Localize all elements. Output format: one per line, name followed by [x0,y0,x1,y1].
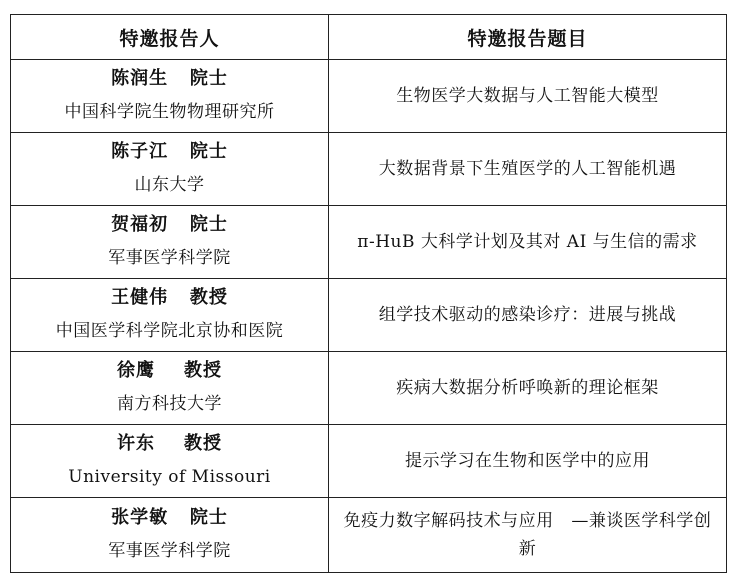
speaker-institution: 山东大学 [134,175,205,195]
speaker-name: 张学敏 院士 [111,507,228,528]
talk-topic: π-HuB 大科学计划及其对 AI 与生信的需求 [357,232,698,252]
speaker-cell [11,279,329,352]
speaker-institution: 中国科学院生物物理研究所 [64,102,275,122]
speaker-cell [11,60,329,133]
table-row [11,133,727,206]
table-row [11,206,727,279]
speaker-cell [11,498,329,573]
speaker-name: 陈子江 院士 [111,141,228,162]
speaker-name: 王健伟 教授 [111,287,228,308]
talk-topic: 生物医学大数据与人工智能大模型 [396,86,659,106]
topic-cell [329,133,727,206]
speaker-cell [11,133,329,206]
header-speaker: 特邀报告人 [11,15,329,60]
table-header-row [11,15,727,60]
speaker-cell [11,352,329,425]
speaker-name: 许东 教授 [116,433,223,454]
topic-cell [329,425,727,498]
speaker-name: 陈润生 院士 [111,68,228,89]
topic-cell [329,60,727,133]
talk-topic: 组学技术驱动的感染诊疗：进展与挑战 [378,305,677,325]
topic-cell [329,352,727,425]
table-row [11,60,727,133]
speaker-institution: 军事医学科学院 [108,541,231,561]
table-row [11,352,727,425]
table-row [11,279,727,352]
speaker-institution: University of Missouri [68,467,271,487]
talk-topic: 免疫力数字解码技术与应用 —兼谈医学科学创新 [343,511,712,559]
talk-topic: 大数据背景下生殖医学的人工智能机遇 [378,159,677,179]
speaker-cell [11,425,329,498]
talk-topic: 疾病大数据分析呼唤新的理论框架 [396,378,659,398]
speaker-institution: 军事医学科学院 [108,248,231,268]
topic-cell [329,498,727,573]
topic-cell [329,279,727,352]
header-topic: 特邀报告题目 [329,15,727,60]
speaker-institution: 南方科技大学 [117,394,222,414]
table-row [11,425,727,498]
topic-cell [329,206,727,279]
table-row [11,498,727,573]
speaker-cell [11,206,329,279]
speaker-name: 徐鹰 教授 [116,360,223,381]
talk-topic: 提示学习在生物和医学中的应用 [405,451,650,471]
speaker-name: 贺福初 院士 [111,214,228,235]
speaker-institution: 中国医学科学院北京协和医院 [55,321,284,341]
speakers-table [10,14,727,573]
